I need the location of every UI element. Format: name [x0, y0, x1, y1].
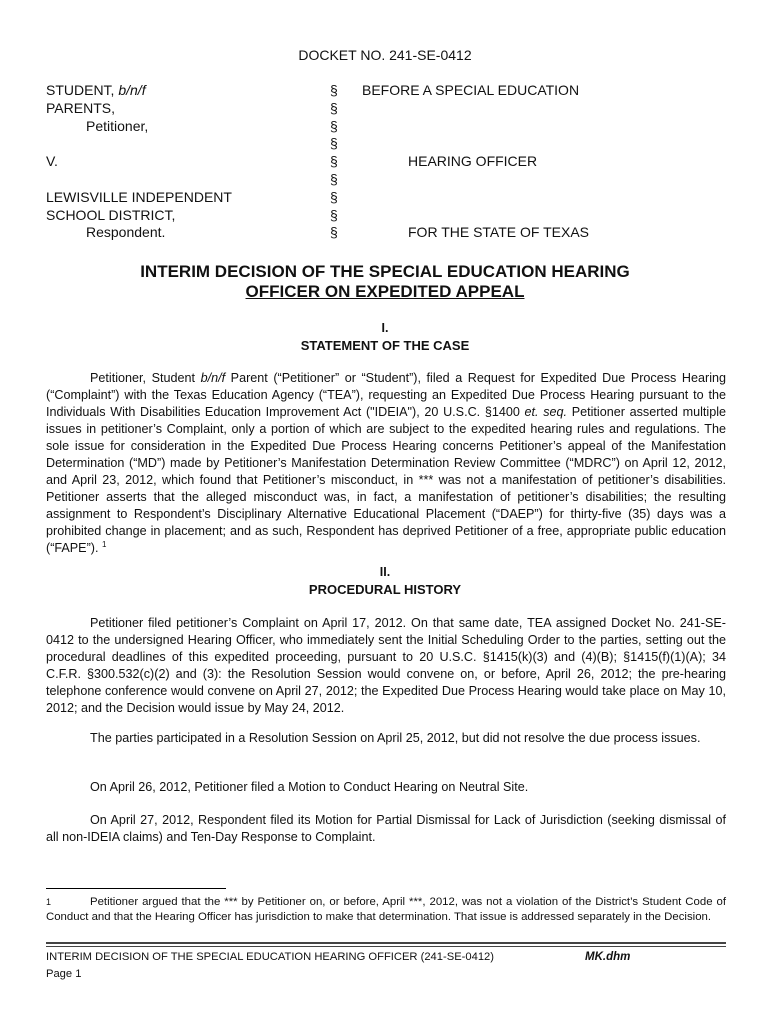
section-symbol: §: [330, 188, 338, 205]
caption-party-line: STUDENT, b/n/f: [46, 82, 146, 98]
section-symbol: §: [330, 82, 338, 98]
procedural-paragraph: Petitioner filed petitioner’s Complaint on April 17, 2012. On that same date, TEA assigned Docket No. 241-SE-0412 to the undersigned Hearing Officer, who immediately sent the Initial Scheduling Order to the parties, setting out the procedural deadlines of this expedited proceeding, pursuant to 20 U.S.C. §1415(k)(3) and (4)(B); §1415(f)(1)(A); 34 C.F.R. §300.532(c)(2) and (3): the Resolution Session would convene on, or before, April 26, 2012; the pre-hearing telephone conference would convene on April 27, 2012; the Expedited Due Process Hearing would take place on May 10, 2012; and the Decision would issue by May 24, 2012.: [46, 616, 726, 715]
title-line-1: INTERIM DECISION OF THE SPECIAL EDUCATION HEARING: [140, 262, 630, 281]
statement-text: Petitioner, Student b/n/f Parent (“Petitioner” or “Student”), filed a Request for Expedited Due Process Hearing (“Complaint”) with the Texas Education Agency (“TEA”), requesting an Expedited Due Process Hearing pursuant to the Individuals With Disabilities Education Improvement Act ("IDEIA"), 20 U.S.C. §1400 et. seq. Petitioner asserted multiple issues in petitioner’s Complaint, only a portion of which are subject to the expedited hearing rules and regulations. The sole issue for consideration in the Expedited Due Process Hearing concerns Petitioner’s appeal of the Manifestation Determination (“MD”) made by Petitioner’s Manifestation Determination Review Committee (“MDRC”) on April 12, 2012, and April 23, 2012, which found that Petitioner’s misconduct, in *** was not a manifestation of petitioner’s disabilities. Petitioner asserts that the alleged misconduct was, in fact, a manifestation of petitioner’s disabilities; the resulting assignment to Respondent’s Disciplinary Alternative Educational Placement (“DAEP”) for thirty-five (35) days was a prohibited change in placement; and as such, Respondent has deprived Petitioner of a free, appropriate public education (“FAPE”).: [46, 371, 726, 555]
document-title: [0, 262, 770, 302]
tribunal-line-2: HEARING OFFICER: [408, 153, 538, 170]
footnote-ref[interactable]: 1: [101, 539, 107, 549]
tribunal-line-3: FOR THE STATE OF TEXAS: [408, 224, 589, 241]
section-symbol-column: [330, 82, 344, 242]
section-symbol: §: [330, 224, 338, 241]
caption-party-line: LEWISVILLE INDEPENDENT: [46, 188, 232, 205]
caption-party-line: SCHOOL DISTRICT,: [46, 206, 176, 223]
section-symbol: §: [330, 99, 338, 116]
caption-party-line: [46, 171, 326, 189]
caption-tribunal: [362, 82, 722, 242]
section-2-title: PROCEDURAL HISTORY: [308, 582, 462, 597]
footer-title: INTERIM DECISION OF THE SPECIAL EDUCATION HEARING OFFICER (241-SE-0412): [46, 951, 494, 963]
section-symbol: §: [330, 206, 338, 223]
footnote-text: Petitioner argued that the *** by Petitioner on, or before, April ***, 2012, was not a violation of the District’s Student Code of Conduct and that the Hearing Officer has jurisdiction to make that determination. That issue is addressed separately in the Decision.: [46, 896, 726, 923]
procedural-paragraph: The parties participated in a Resolution Session on April 25, 2012, but did not resolve the due process issues.: [90, 731, 701, 745]
footnote-separator: [46, 888, 226, 889]
procedural-paragraph: On April 27, 2012, Respondent filed its Motion for Partial Dismissal for Lack of Jurisdiction (seeking dismissal of all non-IDEIA claims) and Ten-Day Response to Complaint.: [46, 813, 726, 844]
case-caption: [46, 82, 726, 244]
section-symbol: §: [330, 170, 338, 187]
caption-parties: [46, 82, 326, 242]
footer-rule: [46, 942, 726, 944]
footnote: [46, 895, 726, 925]
footer-rule: [46, 946, 726, 947]
title-line-2: OFFICER ON EXPEDITED APPEAL: [245, 282, 525, 301]
docket-number: DOCKET NO. 241-SE-0412: [298, 47, 472, 63]
footnote-mark: 1: [46, 897, 52, 907]
caption-party-line: PARENTS,: [46, 99, 115, 116]
footer-initials: MK.dhm: [585, 951, 631, 963]
caption-party-line: [46, 135, 326, 153]
caption-party-line: Respondent.: [86, 224, 166, 241]
caption-party-line: Petitioner,: [86, 117, 149, 134]
tribunal-line-1: BEFORE A SPECIAL EDUCATION: [362, 82, 580, 98]
section-symbol: §: [330, 117, 338, 134]
section-1-title: STATEMENT OF THE CASE: [300, 338, 470, 353]
caption-party-line: V.: [46, 153, 58, 170]
statement-of-case-paragraph: [46, 370, 726, 557]
section-symbol: §: [330, 135, 338, 152]
section-2-number: II.: [379, 565, 391, 579]
page-number: Page 1: [46, 968, 82, 980]
section-symbol: §: [330, 153, 338, 170]
section-1-number: I.: [381, 321, 389, 335]
procedural-paragraph: On April 26, 2012, Petitioner filed a Motion to Conduct Hearing on Neutral Site.: [90, 780, 529, 794]
